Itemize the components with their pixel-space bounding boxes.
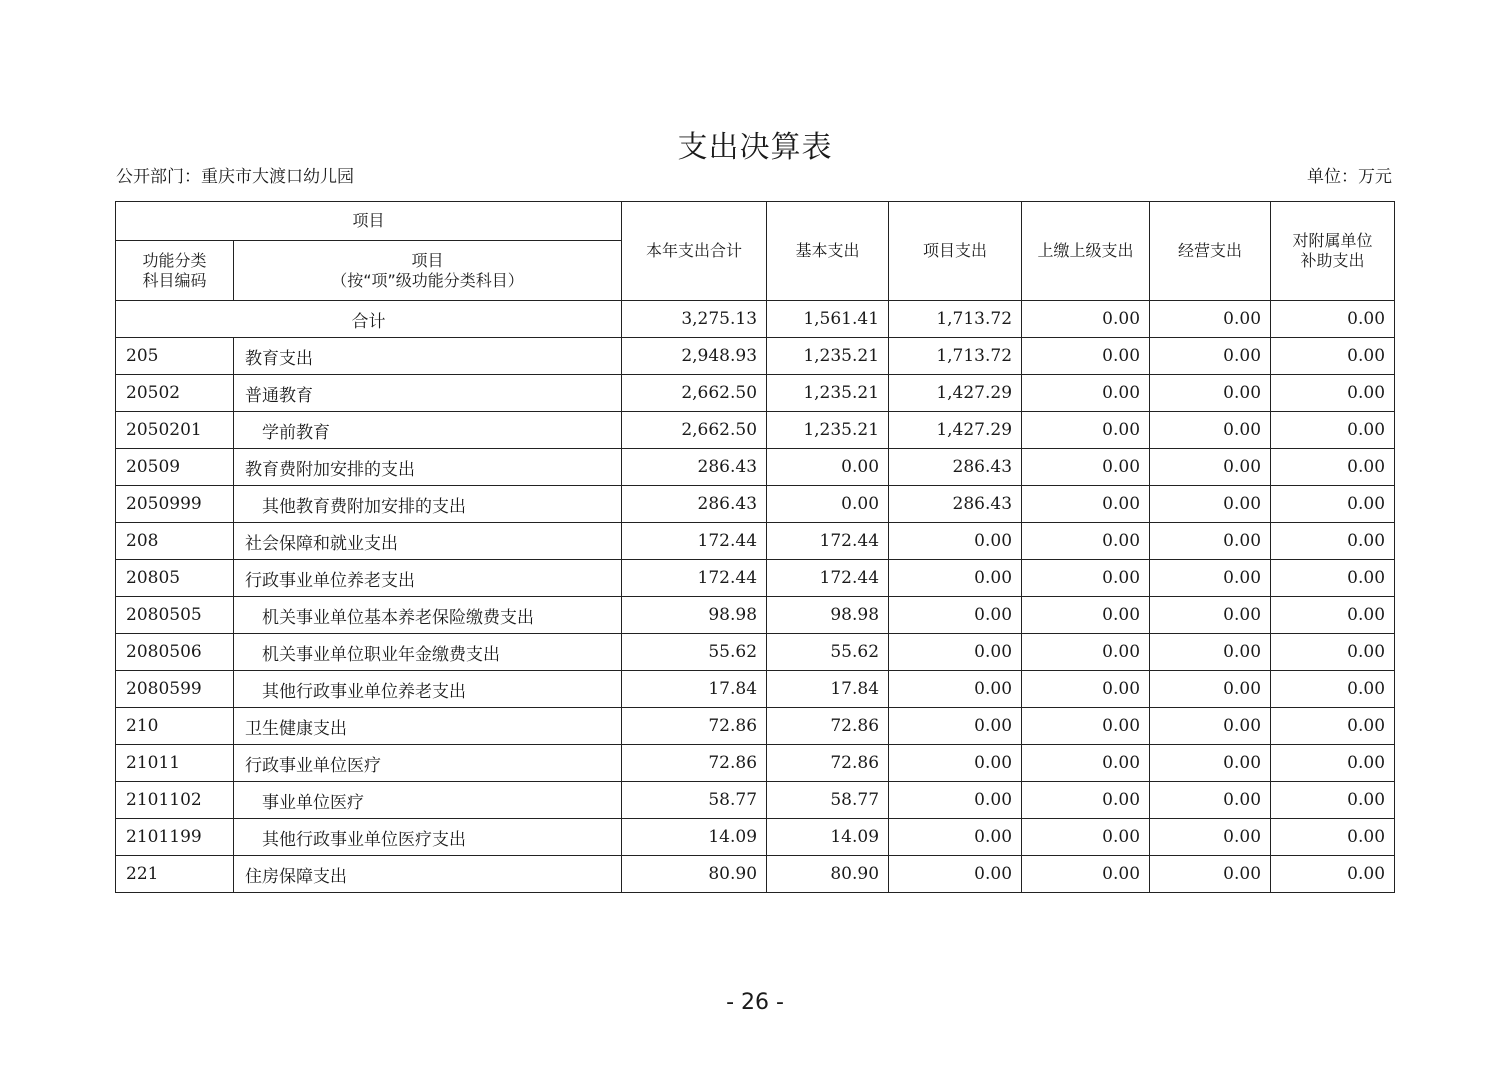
row-subsidy: 0.00 <box>1271 856 1395 893</box>
row-basic: 172.44 <box>767 560 889 597</box>
row-upper: 0.00 <box>1022 708 1150 745</box>
table-row <box>116 412 1395 449</box>
row-basic: 1,235.21 <box>767 375 889 412</box>
row-basic: 172.44 <box>767 523 889 560</box>
row-business: 0.00 <box>1150 856 1271 893</box>
table-row <box>116 782 1395 819</box>
row-name: 其他教育费附加安排的支出 <box>234 486 622 523</box>
row-total: 55.62 <box>622 634 767 671</box>
row-business: 0.00 <box>1150 597 1271 634</box>
row-upper: 0.00 <box>1022 412 1150 449</box>
row-upper: 0.00 <box>1022 486 1150 523</box>
row-project: 0.00 <box>889 708 1022 745</box>
row-code: 21011 <box>116 745 234 782</box>
row-basic: 58.77 <box>767 782 889 819</box>
row-subsidy: 0.00 <box>1271 782 1395 819</box>
header-upper: 上缴上级支出 <box>1022 202 1150 301</box>
header-business: 经营支出 <box>1150 202 1271 301</box>
header-basic: 基本支出 <box>767 202 889 301</box>
row-upper: 0.00 <box>1022 671 1150 708</box>
row-code: 205 <box>116 338 234 375</box>
row-business: 0.00 <box>1150 560 1271 597</box>
table-row <box>116 375 1395 412</box>
header-name: 项目 （按“项”级功能分类科目） <box>234 241 622 301</box>
row-business: 0.00 <box>1150 819 1271 856</box>
row-upper: 0.00 <box>1022 560 1150 597</box>
row-subsidy: 0.00 <box>1271 819 1395 856</box>
header-item-group: 项目 <box>116 202 622 241</box>
row-upper: 0.00 <box>1022 819 1150 856</box>
row-total: 98.98 <box>622 597 767 634</box>
row-total: 172.44 <box>622 560 767 597</box>
header-code: 功能分类 科目编码 <box>116 241 234 301</box>
row-name: 事业单位医疗 <box>234 782 622 819</box>
row-upper: 0.00 <box>1022 375 1150 412</box>
total-business: 0.00 <box>1150 301 1271 338</box>
row-upper: 0.00 <box>1022 745 1150 782</box>
row-subsidy: 0.00 <box>1271 671 1395 708</box>
page-title: 支出决算表 <box>677 130 833 165</box>
total-basic: 1,561.41 <box>767 301 889 338</box>
row-basic: 1,235.21 <box>767 338 889 375</box>
row-code: 2080505 <box>116 597 234 634</box>
row-subsidy: 0.00 <box>1271 338 1395 375</box>
row-total: 14.09 <box>622 819 767 856</box>
row-total: 80.90 <box>622 856 767 893</box>
total-total: 3,275.13 <box>622 301 767 338</box>
expenditure-table <box>115 201 1395 893</box>
table-row <box>116 745 1395 782</box>
row-total: 286.43 <box>622 486 767 523</box>
row-business: 0.00 <box>1150 671 1271 708</box>
row-code: 208 <box>116 523 234 560</box>
row-basic: 80.90 <box>767 856 889 893</box>
row-code: 221 <box>116 856 234 893</box>
row-total: 72.86 <box>622 745 767 782</box>
total-row <box>116 301 1395 338</box>
header-total: 本年支出合计 <box>622 202 767 301</box>
row-business: 0.00 <box>1150 708 1271 745</box>
row-project: 0.00 <box>889 597 1022 634</box>
row-name: 机关事业单位基本养老保险缴费支出 <box>234 597 622 634</box>
row-basic: 17.84 <box>767 671 889 708</box>
total-subsidy: 0.00 <box>1271 301 1395 338</box>
row-business: 0.00 <box>1150 412 1271 449</box>
header-subsidy: 对附属单位 补助支出 <box>1271 202 1395 301</box>
department-label: 公开部门：重庆市大渡口幼儿园 <box>116 167 354 187</box>
row-basic: 1,235.21 <box>767 412 889 449</box>
row-total: 286.43 <box>622 449 767 486</box>
row-project: 0.00 <box>889 523 1022 560</box>
row-total: 2,662.50 <box>622 375 767 412</box>
row-project: 0.00 <box>889 560 1022 597</box>
row-code: 2101199 <box>116 819 234 856</box>
table-row <box>116 523 1395 560</box>
row-basic: 0.00 <box>767 486 889 523</box>
row-upper: 0.00 <box>1022 634 1150 671</box>
row-upper: 0.00 <box>1022 338 1150 375</box>
row-project: 0.00 <box>889 671 1022 708</box>
row-project: 0.00 <box>889 856 1022 893</box>
table-row <box>116 560 1395 597</box>
row-project: 0.00 <box>889 745 1022 782</box>
total-upper: 0.00 <box>1022 301 1150 338</box>
table-row <box>116 671 1395 708</box>
row-basic: 98.98 <box>767 597 889 634</box>
row-business: 0.00 <box>1150 782 1271 819</box>
row-name: 普通教育 <box>234 375 622 412</box>
row-subsidy: 0.00 <box>1271 560 1395 597</box>
row-name: 卫生健康支出 <box>234 708 622 745</box>
row-project: 0.00 <box>889 782 1022 819</box>
row-upper: 0.00 <box>1022 782 1150 819</box>
row-project: 1,427.29 <box>889 412 1022 449</box>
row-business: 0.00 <box>1150 486 1271 523</box>
total-label: 合计 <box>116 301 622 338</box>
row-name: 机关事业单位职业年金缴费支出 <box>234 634 622 671</box>
row-total: 17.84 <box>622 671 767 708</box>
row-project: 286.43 <box>889 449 1022 486</box>
row-basic: 0.00 <box>767 449 889 486</box>
unit-label: 单位：万元 <box>1307 167 1392 187</box>
row-business: 0.00 <box>1150 449 1271 486</box>
row-code: 2101102 <box>116 782 234 819</box>
row-upper: 0.00 <box>1022 523 1150 560</box>
row-subsidy: 0.00 <box>1271 375 1395 412</box>
row-subsidy: 0.00 <box>1271 449 1395 486</box>
row-name: 学前教育 <box>234 412 622 449</box>
row-name: 其他行政事业单位医疗支出 <box>234 819 622 856</box>
row-project: 1,713.72 <box>889 338 1022 375</box>
page-number: - 26 - <box>726 990 784 1015</box>
table-row <box>116 856 1395 893</box>
row-project: 0.00 <box>889 819 1022 856</box>
table-row <box>116 486 1395 523</box>
row-code: 2050201 <box>116 412 234 449</box>
row-upper: 0.00 <box>1022 449 1150 486</box>
row-upper: 0.00 <box>1022 856 1150 893</box>
row-name: 社会保障和就业支出 <box>234 523 622 560</box>
row-code: 20509 <box>116 449 234 486</box>
total-project: 1,713.72 <box>889 301 1022 338</box>
row-subsidy: 0.00 <box>1271 745 1395 782</box>
row-project: 1,427.29 <box>889 375 1022 412</box>
row-basic: 72.86 <box>767 745 889 782</box>
row-name: 其他行政事业单位养老支出 <box>234 671 622 708</box>
row-business: 0.00 <box>1150 375 1271 412</box>
row-code: 2050999 <box>116 486 234 523</box>
row-business: 0.00 <box>1150 338 1271 375</box>
row-total: 2,662.50 <box>622 412 767 449</box>
header-row-top <box>116 202 1395 241</box>
row-business: 0.00 <box>1150 523 1271 560</box>
row-code: 2080599 <box>116 671 234 708</box>
row-business: 0.00 <box>1150 634 1271 671</box>
row-code: 2080506 <box>116 634 234 671</box>
row-total: 2,948.93 <box>622 338 767 375</box>
row-subsidy: 0.00 <box>1271 634 1395 671</box>
table-row <box>116 338 1395 375</box>
row-code: 20502 <box>116 375 234 412</box>
table-row <box>116 819 1395 856</box>
row-name: 行政事业单位养老支出 <box>234 560 622 597</box>
row-subsidy: 0.00 <box>1271 412 1395 449</box>
row-basic: 72.86 <box>767 708 889 745</box>
table-row <box>116 708 1395 745</box>
row-project: 0.00 <box>889 634 1022 671</box>
row-name: 住房保障支出 <box>234 856 622 893</box>
table-row <box>116 449 1395 486</box>
row-name: 行政事业单位医疗 <box>234 745 622 782</box>
row-name: 教育费附加安排的支出 <box>234 449 622 486</box>
row-subsidy: 0.00 <box>1271 523 1395 560</box>
row-project: 286.43 <box>889 486 1022 523</box>
row-subsidy: 0.00 <box>1271 708 1395 745</box>
row-code: 20805 <box>116 560 234 597</box>
table-row <box>116 597 1395 634</box>
row-name: 教育支出 <box>234 338 622 375</box>
row-code: 210 <box>116 708 234 745</box>
row-total: 58.77 <box>622 782 767 819</box>
row-total: 172.44 <box>622 523 767 560</box>
row-subsidy: 0.00 <box>1271 597 1395 634</box>
row-upper: 0.00 <box>1022 597 1150 634</box>
header-project: 项目支出 <box>889 202 1022 301</box>
row-business: 0.00 <box>1150 745 1271 782</box>
table-row <box>116 634 1395 671</box>
row-subsidy: 0.00 <box>1271 486 1395 523</box>
row-basic: 55.62 <box>767 634 889 671</box>
row-basic: 14.09 <box>767 819 889 856</box>
row-total: 72.86 <box>622 708 767 745</box>
